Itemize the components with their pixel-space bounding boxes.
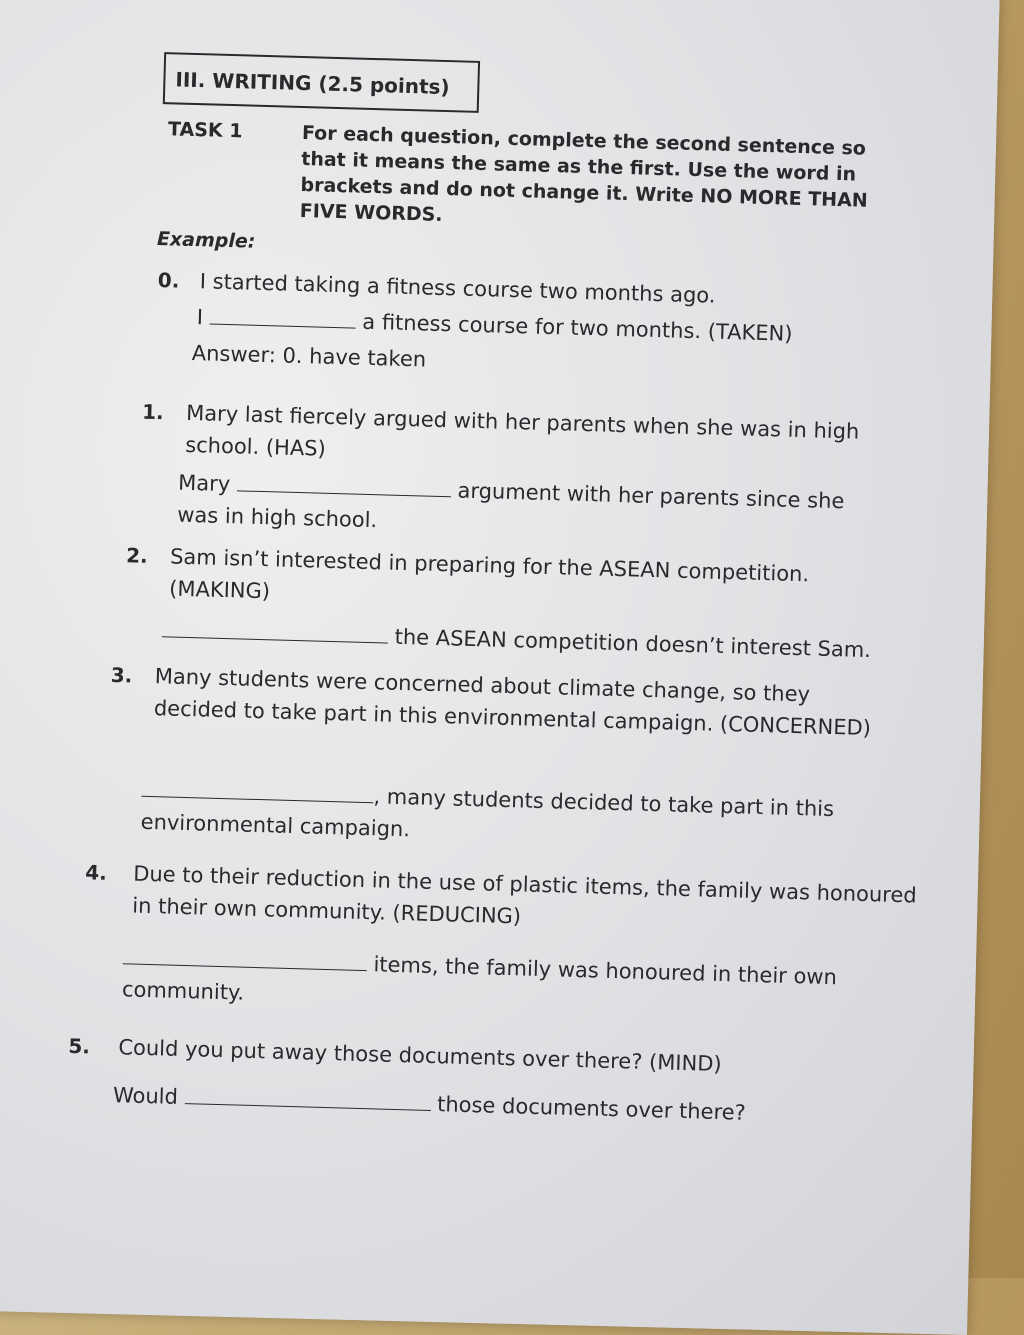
question-original-sentence: Many students were concerned about climate change, so they decided to take part in this environmental campaign. (CONCERNED) <box>153 664 872 741</box>
example-answer: Answer: 0. have taken <box>191 341 427 372</box>
question-original-sentence: Mary last fiercely argued with her parents when she was in high school. (HAS) <box>184 400 860 461</box>
question-rewrite <box>140 774 901 859</box>
example-blank <box>210 303 357 328</box>
question-number: 4. <box>84 860 108 885</box>
task-label: TASK 1 <box>167 118 243 143</box>
answer-blank <box>123 943 367 971</box>
example-original-sentence: I started taking a fitness course two months ago. <box>199 269 716 308</box>
answer-blank <box>141 776 373 803</box>
example-number: 0. <box>157 268 180 293</box>
rewrite-suffix: those documents over there? <box>436 1092 747 1125</box>
question-rewrite <box>122 941 923 1027</box>
rewrite-prefix: Would <box>112 1083 179 1109</box>
rewrite-suffix: items, the family was honoured in their own community. <box>121 952 838 1005</box>
example-prefix: I <box>196 305 204 330</box>
question-original-sentence: Due to their reduction in the use of plastic items, the family was honoured in their own community. (REDUCING) <box>132 861 917 929</box>
question-rewrite <box>177 467 889 551</box>
question-number: 2. <box>125 543 149 568</box>
answer-blank <box>162 616 388 643</box>
section-title: III. WRITING (2.5 points) <box>163 52 480 113</box>
rewrite-prefix: Mary <box>177 470 231 497</box>
question-original-sentence: Sam isn’t interested in preparing for the ASEAN competition. (MAKING) <box>168 544 810 604</box>
question-number: 1. <box>141 399 165 425</box>
answer-blank <box>237 470 452 497</box>
answer-blank <box>184 1083 430 1111</box>
example-suffix: a fitness course for two months. (TAKEN) <box>362 309 793 346</box>
rewrite-suffix: the ASEAN competition doesn’t interest Sam. <box>394 624 872 663</box>
question-number: 3. <box>110 662 133 688</box>
question-original-sentence: Could you put away those documents over there? (MIND) <box>118 1035 722 1077</box>
example-label: Example: <box>156 227 256 253</box>
rewrite-suffix: , many students decided to take part in this environmental campaign. <box>140 784 835 842</box>
task-instructions: For each question, complete the second sentence so that it means the same as the first. Use the word in brackets and do not change it. Write NO MORE THAN FIVE WORDS. <box>299 121 869 226</box>
question-rewrite <box>113 1079 914 1133</box>
rewrite-suffix: argument with her parents since she was in high school. <box>176 478 845 533</box>
question-number: 5. <box>68 1033 91 1059</box>
